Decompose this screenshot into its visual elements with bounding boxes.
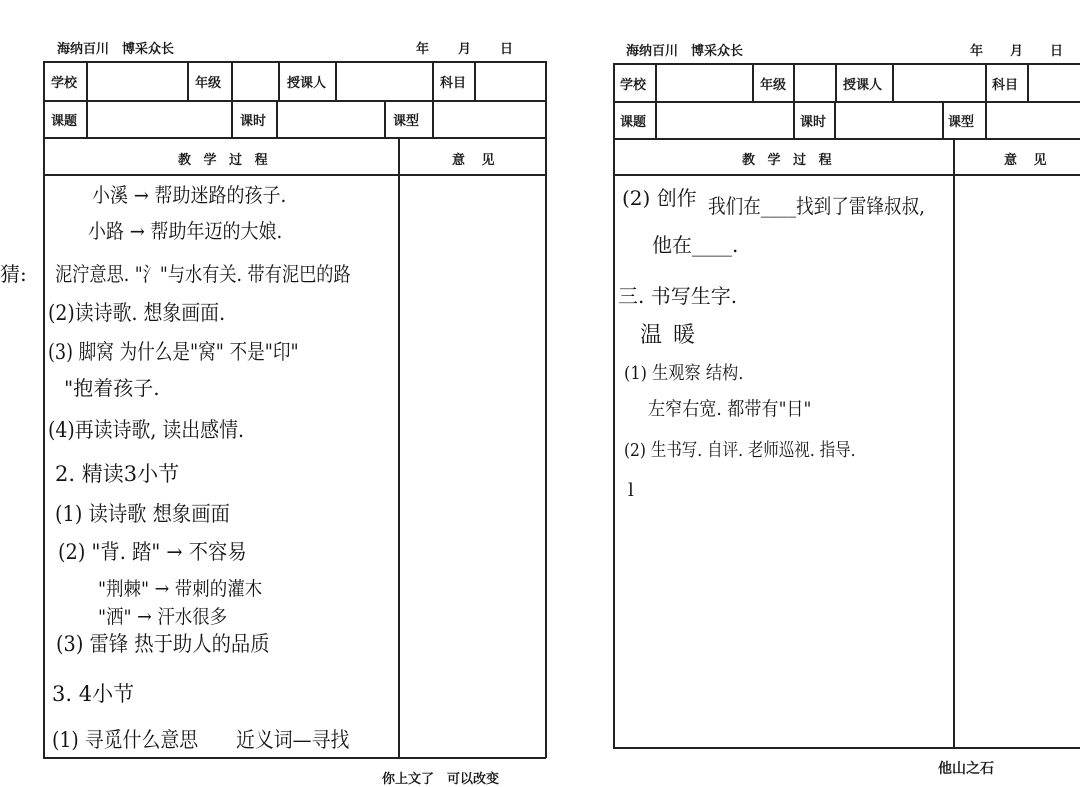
- left-line-14: 3. 4小节: [52, 682, 135, 706]
- right-label-opinion: 意 见: [1004, 153, 1053, 168]
- left-label-opinion: 意 见: [452, 153, 501, 168]
- left-label-grade: 年级: [195, 76, 222, 91]
- left-header-motto: 海纳百川 博采众长: [57, 42, 175, 57]
- left-line-10: (2) "背. 踏" → 不容易: [58, 540, 247, 564]
- left-header-month: 月: [458, 42, 472, 57]
- right-label-period: 课时: [800, 115, 827, 130]
- left-footer-partial: 你上文了 可以改变: [382, 772, 500, 787]
- right-line-3: 他在____.: [652, 233, 739, 257]
- left-label-period: 课时: [240, 114, 267, 129]
- right-label-grade: 年级: [760, 78, 787, 93]
- left-line-2: 小路 → 帮助年迈的大娘.: [88, 219, 283, 243]
- left-label-teacher: 授课人: [287, 76, 327, 91]
- left-line-8: 2. 精读3小节: [55, 462, 180, 486]
- left-line-9: (1) 读诗歌 想象画面: [55, 502, 230, 526]
- right-label-topic: 课题: [620, 115, 647, 130]
- left-line-11: "荆棘" → 带刺的灌木: [98, 578, 263, 600]
- left-header-day: 日: [500, 42, 514, 57]
- left-line-15: (1) 寻觅什么意思 近义词—寻找: [52, 728, 350, 752]
- right-line-8: (2) 生书写. 自评. 老师巡视. 指导.: [624, 440, 856, 461]
- left-line-4: (2)读诗歌. 想象画面.: [48, 301, 226, 325]
- left-line-6: "抱着孩子.: [64, 376, 160, 400]
- left-line-12: "洒" → 汗水很多: [98, 606, 228, 628]
- right-line-2: 我们在____找到了雷锋叔叔,: [708, 194, 925, 218]
- left-line-3: 泥泞意思. "氵"与水有关. 带有泥巴的路: [55, 262, 351, 286]
- right-header-motto: 海纳百川 博采众长: [626, 44, 744, 59]
- right-label-lesson-type: 课型: [948, 115, 975, 130]
- right-line-9: l: [628, 480, 634, 501]
- left-label-process: 教 学 过 程: [178, 153, 272, 168]
- right-line-4: 三. 书写生字.: [618, 284, 738, 308]
- left-label-school: 学校: [51, 76, 78, 91]
- right-header-month: 月: [1010, 44, 1024, 59]
- right-line-6: (1) 生观察 结构.: [624, 363, 744, 384]
- right-footer: 他山之石: [938, 761, 994, 777]
- right-label-process: 教 学 过 程: [742, 153, 836, 168]
- left-label-lesson-type: 课型: [393, 114, 420, 129]
- right-label-teacher: 授课人: [843, 78, 883, 93]
- left-label-subject: 科目: [440, 76, 467, 91]
- left-margin-note: 猜:: [0, 262, 27, 286]
- left-label-topic: 课题: [51, 114, 78, 129]
- right-line-1: (2) 创作: [622, 186, 697, 210]
- left-line-7: (4)再读诗歌, 读出感情.: [48, 418, 245, 442]
- right-line-7: 左窄右宽. 都带有"日": [648, 398, 812, 420]
- right-header-day: 日: [1050, 44, 1064, 59]
- right-header-year: 年: [970, 44, 984, 59]
- left-line-13: (3) 雷锋 热于助人的品质: [56, 632, 270, 656]
- left-line-1: 小溪 → 帮助迷路的孩子.: [92, 183, 287, 207]
- left-header-year: 年: [416, 42, 430, 57]
- right-label-subject: 科目: [992, 78, 1019, 93]
- right-label-school: 学校: [620, 78, 647, 93]
- right-line-5: 温 暖: [640, 323, 697, 348]
- left-line-5: (3) 脚窝 为什么是"窝" 不是"印": [48, 340, 299, 364]
